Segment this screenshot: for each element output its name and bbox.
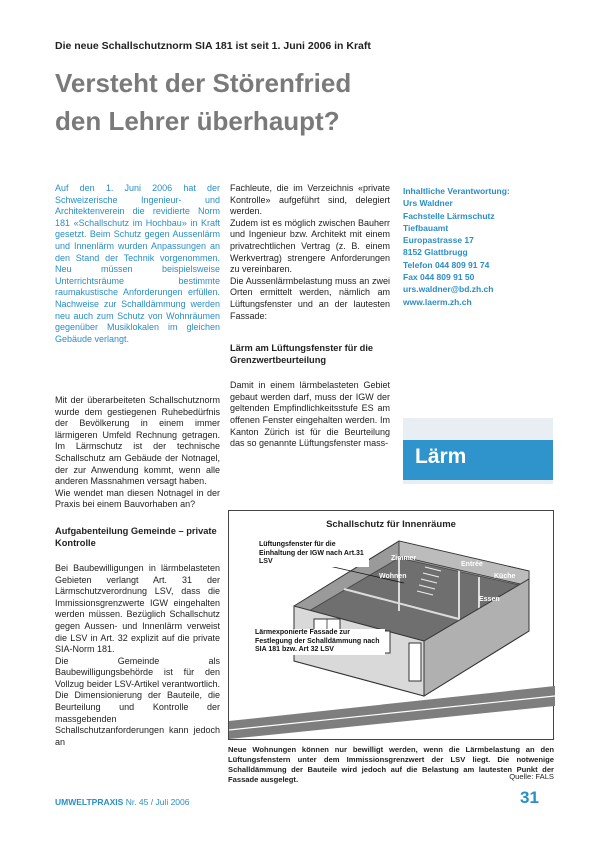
room-essen: Essen <box>479 596 500 603</box>
room-zimmer: Zimmer <box>391 555 417 562</box>
room-kueche: Küche <box>494 573 516 580</box>
body2-paragraph-3: Die Aussenlärmbelastung muss an zwei Orten ermittelt werden, nämlich am Lüftungsfenster und an der lautesten Fassade: <box>230 275 390 321</box>
headline <box>55 64 555 140</box>
body-column-2 <box>230 183 390 450</box>
body-column-1 <box>55 395 220 748</box>
figure-sound-insulation <box>228 510 554 740</box>
footer-issue-info <box>55 797 189 807</box>
body1-paragraph-3: Bei Baubewilligungen in lärmbelasteten Gebieten verlangt Art. 31 der Lärmschutzverordnung LSV, dass die Immissionsgrenzwerte IGW eingehalten werden müssen. Bezüglich Schallschutz gegen Aussen- und Innenlärm verweist die LSV in Art. 32 explizit auf die private SIA-Norm 181. <box>55 562 220 655</box>
figure-label-exposed-facade: Lärmexponierte Fassade zur Festlegung der Schalldämmung nach SIA 181 bzw. Art 32 LSV <box>255 629 385 655</box>
responsibility-street: Europastrasse 17 <box>403 235 474 246</box>
body2-paragraph-4: Damit in einem lärmbelasteten Gebiet gebaut werden darf, muss der IGW der geltenden Empfindlichkeitsstufe ES am offenen Fenster eingehalten werden. Im Kanton Zürich ist für die Beurteilung das so genannte Lüftungsfenster mass- <box>230 380 390 449</box>
figure-caption: Neue Wohnungen können nur bewilligt werden, wenn die Lärmbelastung an den Lüftungsfenstern unter dem Immissionsgrenzwert der LSV liegt. Die notwenige Schalldämmung der Bauteile wird jedoch auf die Belastung am lautesten Punkt der Fassade ausgelegt. <box>228 745 554 784</box>
body1-paragraph-4: Die Gemeinde als Baubewilligungsbehörde ist für den Vollzug beider LSV-Artikel verantwortlich. Die Dimensionierung der Bauteile, die Beurteilung und Kontrolle der massgebenden Schallschutzanforderungen kann jedoch an <box>55 655 220 747</box>
figure-source: Quelle: FALS <box>509 772 554 781</box>
room-wohnen: Wohnen <box>379 573 407 580</box>
responsibility-department: Fachstelle Lärmschutz <box>403 210 495 221</box>
footer-magazine-name: UMWELTPRAXIS <box>55 797 124 807</box>
responsibility-name: Urs Waldner <box>403 198 453 209</box>
body2-paragraph-2: Zudem ist es möglich zwischen Bauherr und Ingenieur bzw. Architekt mit einem privatrechtlichen Vertrag (z. B. einem Werkvertrag) strengere Anforderungen zu vereinbaren. <box>230 217 390 275</box>
body1-subheading: Aufgabenteilung Gemeinde – private Kontrolle <box>55 525 217 548</box>
responsibility-city: 8152 Glattbrugg <box>403 247 468 258</box>
page-number: 31 <box>520 788 539 807</box>
room-entree: Entrée <box>461 561 483 568</box>
figure-title: Schallschutz für Innenräume <box>326 519 456 530</box>
figure-label-ventilation-window: Lüftungsfenster für die Einhaltung der IGW nach Art.31 LSV <box>259 541 369 567</box>
responsibility-phone: Telefon 044 809 91 74 <box>403 259 490 270</box>
topic-tag: Lärm <box>415 445 467 468</box>
responsibility-box <box>403 185 553 308</box>
responsibility-heading: Inhaltliche Verantwortung: <box>403 186 510 196</box>
responsibility-website[interactable]: www.laerm.zh.ch <box>403 296 472 307</box>
headline-line-1: Versteht der Störenfried <box>55 68 352 98</box>
lead-paragraph <box>55 183 220 345</box>
body2-subheading: Lärm am Lüftungsfenster für die Grenzwertbeurteilung <box>230 343 374 366</box>
body1-paragraph-1: Mit der überarbeiteten Schallschutznorm wurde dem gestiegenen Ruhebedürfnis der Bevölkerung in einem immer lärmigeren Umfeld Rechnung getragen. Im Lärmschutz ist der technische Schallschutz am Gebäude der Notnagel, der zur Anwendung kommt, wenn alle anderen Massnahmen versagt haben. <box>55 395 220 487</box>
body2-paragraph-1: Fachleute, die im Verzeichnis «private Kontrolle» aufgeführt sind, delegiert werden. <box>230 183 390 217</box>
room-wc: Wc <box>501 559 512 566</box>
responsibility-office: Tiefbauamt <box>403 222 449 233</box>
lead-text: Auf den 1. Juni 2006 hat der Schweizerische Ingenieur- und Architektenverein die revidierte Norm 181 «Schallschutz im Hochbau» in Kraft gesetzt. Beim Schutz gegen Aussenlärm und Innenlärm wurden Anpassungen an den Stand der Technik vorgenommen. Neu müssen beispielsweise Unterrichtsräume bestimmte raumakustische Anforderungen erfüllen. Nachweise zur Schalldämmung werden neu auch zum Schutz von Wohnräumen gegenüber Musiklokalen im gleichen Gebäude verlangt. <box>55 183 220 344</box>
headline-line-2: den Lehrer überhaupt? <box>55 106 340 136</box>
responsibility-fax: Fax 044 809 91 50 <box>403 272 475 283</box>
kicker: Die neue Schallschutznorm SIA 181 ist seit 1. Juni 2006 in Kraft <box>55 40 371 52</box>
body1-paragraph-2: Wie wendet man diesen Notnagel in der Praxis bei einem Bauvorhaben an? <box>55 487 220 510</box>
footer-issue: Nr. 45 / Juli 2006 <box>125 797 190 807</box>
responsibility-email[interactable]: urs.waldner@bd.zh.ch <box>403 284 494 295</box>
